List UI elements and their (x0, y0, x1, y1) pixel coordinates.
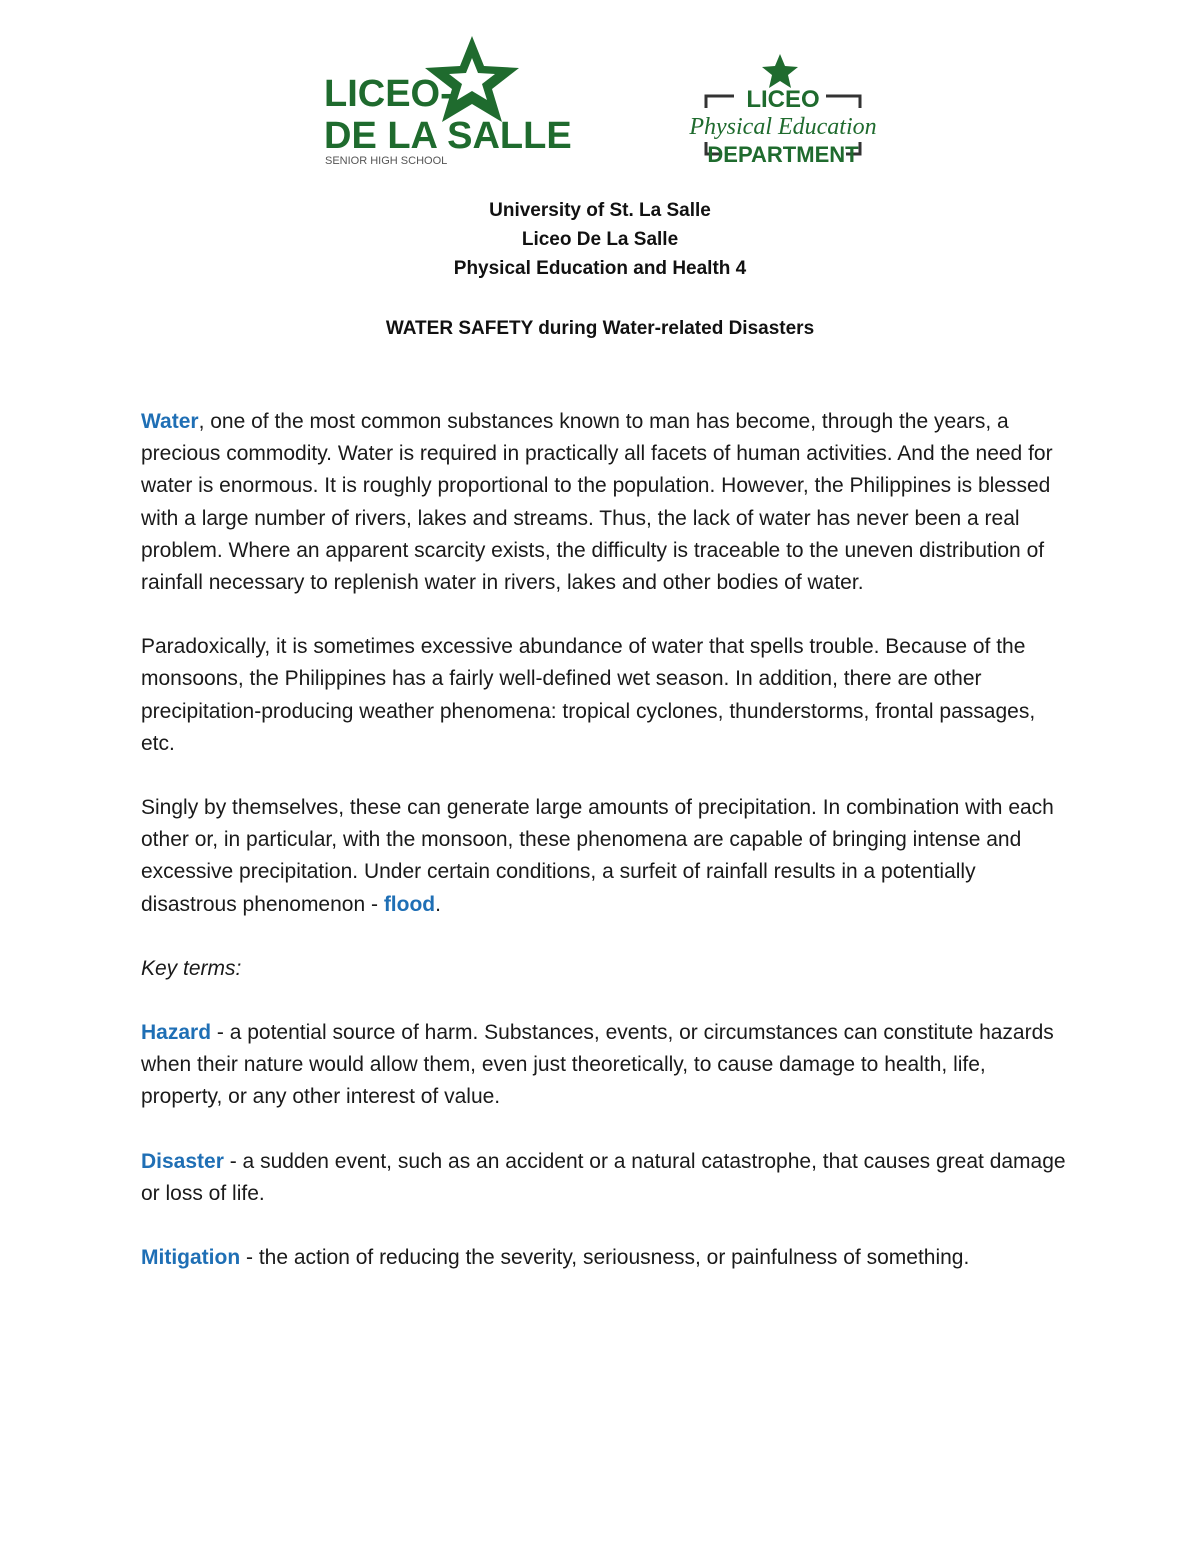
term-mitigation: Mitigation (141, 1246, 241, 1270)
school-name: Liceo De La Salle (521, 229, 679, 250)
svg-text:DEPARTMENT: DEPARTMENT (707, 142, 859, 167)
definition-hazard: Hazard - a potential source of harm. Substances, events, or circumstances can constitute hazards when their nature would allow them, even just theoretically, to cause damage to health, life, property, or any other interest of value. (141, 1021, 1054, 1109)
key-terms-label: Key terms: (141, 956, 242, 980)
pe-department-logo (688, 52, 878, 168)
definition-disaster: Disaster - a sudden event, such as an accident or a natural catastrophe, that causes great damage or loss of life. (141, 1149, 1066, 1205)
svg-text:LICEO: LICEO (746, 86, 820, 113)
paragraph-flood: Singly by themselves, these can generate large amounts of precipitation. In combination with each other or, in particular, with the monsoon, these phenomena are capable of bringing intense and excessive precipitation. Under certain conditions, a surfeit of rainfall results in a potentially disastrous phenomenon - flood. (141, 796, 1054, 916)
star-icon (762, 54, 798, 88)
document-body (141, 406, 1071, 1306)
liceo-de-la-salle-logo (322, 36, 572, 168)
svg-text:LICEO-: LICEO- (324, 73, 453, 115)
definition-mitigation: Mitigation - the action of reducing the severity, seriousness, or painfulness of something. (141, 1246, 970, 1270)
svg-text:DE LA SALLE: DE LA SALLE (324, 115, 572, 157)
course-name: Physical Education and Health 4 (453, 258, 747, 279)
paragraph-water: Water, one of the most common substances known to man has become, through the years, a precious commodity. Water is required in practically all facets of human activities. And the need for water is enormous. It is roughly proportional to the population. However, the Philippines is blessed with a large number of rivers, lakes and streams. Thus, the lack of water has never been a real problem. Where an apparent scarcity exists, the difficulty is traceable to the uneven distribution of rainfall necessary to replenish water in rivers, lakes and other bodies of water. (141, 410, 1053, 595)
university-name: University of St. La Salle (489, 200, 711, 221)
term-disaster: Disaster (141, 1149, 224, 1173)
document-title: WATER SAFETY during Water-related Disasters (385, 318, 815, 339)
term-flood: flood (383, 892, 436, 916)
document-header (0, 196, 1200, 283)
term-hazard: Hazard (141, 1021, 212, 1045)
svg-text:SENIOR HIGH SCHOOL: SENIOR HIGH SCHOOL (325, 155, 448, 167)
paragraph-monsoons: Paradoxically, it is sometimes excessive abundance of water that spells trouble. Because of the monsoons, the Philippines has a fairly well-defined wet season. In addition, there are other precipitation-producing weather phenomena: tropical cyclones, thunderstorms, frontal passages, etc. (141, 635, 1036, 755)
svg-text:Physical Education: Physical Education (689, 114, 877, 140)
term-water: Water (141, 410, 199, 433)
